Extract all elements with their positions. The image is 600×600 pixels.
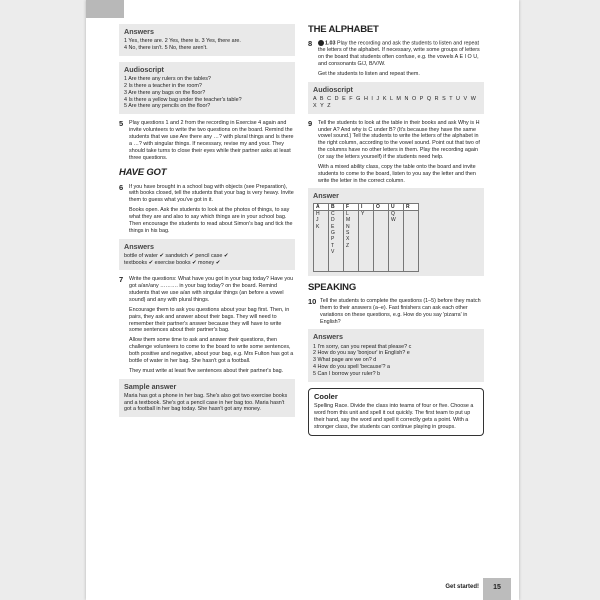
section-heading-have-got: HAVE GOT: [119, 167, 167, 179]
answers-line: 4 No, there isn't. 5 No, there aren't.: [124, 45, 208, 51]
exercise-number: 8: [308, 39, 313, 49]
table-letter: G: [331, 229, 335, 236]
audioscript-box-2: [308, 82, 484, 114]
exercise-6: [119, 184, 295, 235]
table-header-cell: O: [374, 203, 389, 210]
cd-track-icon: [318, 40, 324, 46]
audioscript-line: 3 Are there any bags on the floor?: [124, 89, 206, 96]
exercise-9: [308, 120, 484, 185]
table-letter: C: [331, 210, 335, 217]
table-header-cell: B: [329, 203, 344, 210]
vowel-sound-table: [313, 203, 419, 272]
answers-box-3: [308, 188, 484, 275]
page-corner-tab: [86, 0, 124, 18]
answers-box-1: [119, 24, 295, 56]
exercise-number: 9: [308, 118, 313, 128]
cooler-title: Cooler: [314, 391, 338, 401]
table-letter: E: [331, 223, 335, 230]
table-cell: [344, 210, 359, 271]
answers-box-2: [119, 239, 295, 271]
exercise-text: Tell the students to look at the table in their books and ask Why is H under A? And why is C under B? (It's because they have the same vowel sound.) Tell the students to write the letters of the alphabet in the right column, according to the vowel sound. Point out that two of the columns have no other letters in them. Play the recording again (or say the letters yourself) if the students need help.: [318, 119, 480, 160]
table-header-cell: F: [344, 203, 359, 210]
answers-line: textbooks ✔ exercise books ✔ money ✔: [124, 259, 221, 266]
page-footer: [86, 578, 519, 600]
exercise-text: Encourage them to ask you questions about your bag first. Then, in pairs, they ask and answer about their bags. They will need to remember their partner's answer because they will have to write some sentences about their partner's bag.: [129, 306, 290, 334]
alphabet-letters: A B C D E F G H I J K L M N O P Q R S T U V W X Y Z: [313, 95, 477, 109]
audioscript-line: 1 Are there any rulers on the tables?: [124, 76, 211, 82]
exercise-number: 7: [119, 275, 124, 285]
answers-title: Answers: [124, 27, 154, 36]
exercise-text: Books open. Ask the students to look at the photos of things, to say what they are and also to say which things are in your school bag. Then encourage the students to read about Simon's bag and tick the things in his bag.: [129, 207, 293, 234]
audioscript-title: Audioscript: [124, 64, 164, 74]
exercise-text: They must write at least five sentences about their partner's bag.: [129, 367, 284, 374]
audioscript-box-1: [119, 62, 295, 114]
sample-answer-box: [119, 379, 295, 418]
page-number: 15: [483, 578, 511, 600]
audioscript-line: 2 Is there a teacher in the room?: [124, 82, 202, 89]
exercise-text: Tell the students to complete the questions (1–5) before they match them to their answers (a–e). Fast finishers can ask each other variations on these questions, e.g. How do you say 'pizarra' in English?: [320, 297, 481, 325]
right-column: [308, 24, 484, 436]
table-letter: P: [331, 236, 335, 243]
answers-title: Answer: [313, 191, 339, 201]
audioscript-line: 5 Are there any pencils on the floor?: [124, 103, 211, 110]
exercise-7: [119, 276, 295, 374]
answers-line: 1 Yes, there are. 2 Yes, there is. 3 Yes, there are.: [124, 38, 241, 45]
exercise-5: [119, 120, 295, 161]
section-heading-alphabet: THE ALPHABET: [308, 24, 379, 35]
answers-line: 4 How do you spell 'because'? a: [313, 364, 390, 371]
exercise-text: Play the recording and ask the students to listen and repeat the letters of the alphabet. If necessary, write some groups of letters on the board that students often confuse, e.g. the vowels A E I O U, and consonants G/J, B/V/W.: [318, 40, 480, 68]
audioscript-line: 4 Is there a yellow bag under the teacher's table?: [124, 96, 242, 103]
table-letter: Q: [391, 210, 395, 217]
table-header-cell: U: [389, 203, 404, 210]
answers-line: 3 What page are we on? d: [313, 357, 377, 364]
table-cell: [389, 210, 404, 271]
table-cell: [374, 210, 389, 271]
table-cell: [404, 210, 419, 271]
answers-line: 5 Can I borrow your ruler? b: [313, 370, 381, 377]
exercise-text: With a mixed ability class, copy the table onto the board and invite students to come to the board, listen to you say the letter and then write the letter in the correct column.: [318, 163, 476, 184]
sample-answer-text: Maria has got a phone in her bag. She's also got two exercise books and a textbook. She's got a pencil case in her bag too. Maria hasn't got a football in her bag today. She hasn't got any money.: [124, 392, 288, 413]
exercise-number: 5: [119, 119, 124, 129]
table-header-cell: A: [314, 203, 329, 210]
table-letter: D: [331, 217, 335, 224]
table-letter: T: [331, 242, 335, 249]
answers-box-4: [308, 329, 484, 381]
section-heading-speaking: SPEAKING: [308, 281, 357, 293]
answers-line: bottle of water ✔ sandwich ✔ pencil case ✔: [124, 252, 229, 259]
table-letter: H: [316, 210, 320, 217]
table-letter: K: [316, 223, 320, 230]
exercise-8: [308, 40, 484, 78]
table-letter: M: [346, 217, 351, 224]
table-letter: V: [331, 248, 335, 255]
sample-answer-title: Sample answer: [124, 381, 177, 391]
table-letter: J: [316, 217, 319, 224]
left-column: [119, 24, 295, 423]
exercise-text: Play questions 1 and 2 from the recording in Exercise 4 again and invite volunteers to write the two questions on the board. Remind the students that we use Are there any …? with plural things and Is there a …? with singular things. If necessary, revise my and your. They should take turns to close their eyes while their partner asks at least three questions.: [129, 120, 294, 161]
table-letter: W: [391, 217, 396, 224]
table-letter: Y: [361, 210, 365, 217]
answers-line: 2 How do you say 'bonjour' in English? e: [313, 350, 410, 357]
exercise-text: Write the questions: What have you got in your bag today? Have you got a/an/any ………. in your bag today? on the board. Remind students that we use a/an with singular things (an before a vowel sound) and any with plural things.: [129, 276, 294, 303]
table-letter: X: [346, 236, 350, 243]
table-header-cell: R: [404, 203, 419, 210]
exercise-text: [318, 40, 484, 68]
audioscript-title: Audioscript: [313, 84, 353, 94]
table-cell: [359, 210, 374, 271]
table-letter: S: [346, 229, 350, 236]
track-number: 1.03: [325, 40, 336, 47]
exercise-number: 6: [119, 182, 124, 192]
cooler-text: Spelling Race. Divide the class into teams of four or five. Choose a word from this unit and spell it out quickly. The first team to put up their hand, say the word and spell it correctly gets a point. With a stronger class, the students can continue playing in groups.: [314, 403, 474, 430]
exercise-10: [308, 298, 484, 325]
exercise-number: 10: [308, 296, 317, 306]
table-cell: [329, 210, 344, 271]
table-letter: L: [346, 210, 349, 217]
cooler-box: [308, 388, 484, 436]
table-cell: [314, 210, 329, 271]
footer-label: Get started!: [445, 584, 479, 590]
answers-title: Answers: [124, 241, 154, 251]
answers-line: 1 I'm sorry, can you repeat that please? c: [313, 343, 412, 350]
exercise-text: Allow them some time to ask and answer their questions, then challenge volunteers to come to the board to write some sentences, both positive and negative, about your bag, e.g. Mrs Fulton has got a bottle of water in her bag. She hasn't got a football.: [129, 337, 294, 364]
exercise-text: Get the students to listen and repeat them.: [318, 70, 420, 77]
answers-title: Answers: [313, 332, 343, 342]
table-letter: N: [346, 223, 350, 230]
table-header-cell: I: [359, 203, 374, 210]
exercise-text: If you have brought in a school bag with objects (see Preparation), with books closed, tell the students that your bag is very heavy. Invite them to guess what you've got in it.: [129, 183, 294, 204]
table-letter: Z: [346, 242, 350, 249]
